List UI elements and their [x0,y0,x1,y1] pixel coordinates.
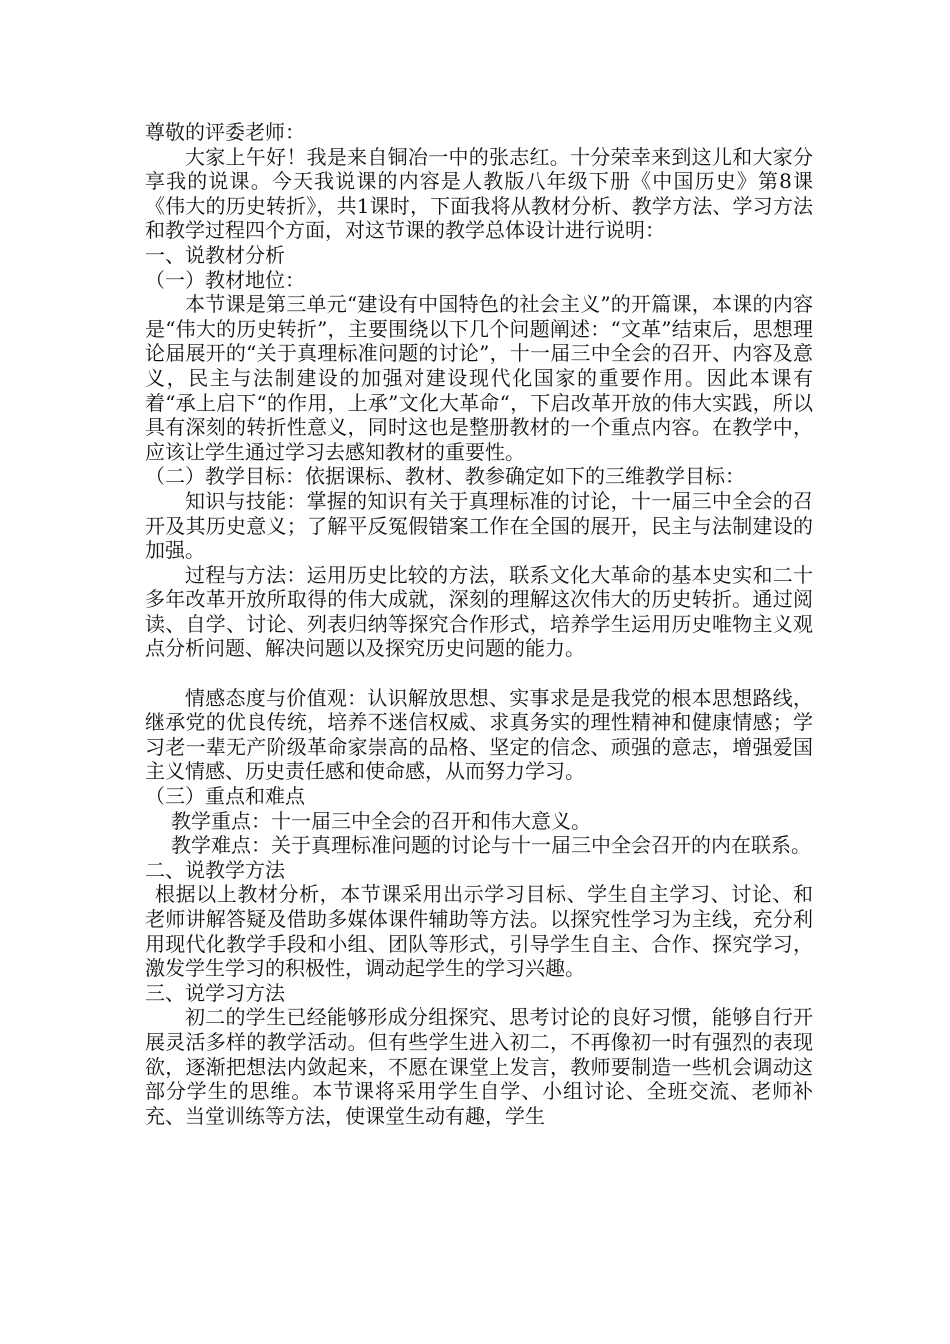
section-2-title: 二、说教学方法 [145,857,285,882]
learning-method-paragraph: 初二的学生已经能够形成分组探究、思考讨论的良好习惯，能够自行开展灵活多样的教学活动。但有些学生进入初二，不再像初一时有强烈的表现欲，逐渐把想法内敛起来，不愿在课堂上发言，教师要制造一些机会调动这部分学生的思维。本节课将采用学生自学、小组讨论、全班交流、老师补充、当堂训练等方法，使课堂生动有趣，学生 [145,1005,813,1128]
teaching-method-paragraph: 根据以上教材分析，本节课采用出示学习目标、学生自主学习、讨论、和老师讲解答疑及借助多媒体课件辅助等方法。以探究性学习为主线，充分利用现代化教学手段和小组、团队等形式，引导学生自主、合作、探究学习，激发学生学习的积极性，调动起学生的学习兴趣。 [145,882,813,981]
knowledge-goal-paragraph: 知识与技能：掌握的知识有关于真理标准的讨论，十一届三中全会的召开及其历史意义；了解平反冤假错案工作在全国的展开，民主与法制建设的加强。 [145,488,813,563]
key-point-paragraph: 教学重点：十一届三中全会的召开和伟大意义。 [171,808,591,833]
section-1-title: 一、说教材分析 [145,242,285,267]
section-1-sub3-title: （三）重点和难点 [145,784,305,809]
process-goal-paragraph: 过程与方法：运用历史比较的方法，联系文化大革命的基本史实和二十多年改革开放所取得的伟大成就，深刻的理解这次伟大的历史转折。通过阅读、自学、讨论、列表归纳等探究合作形式，培养学生运用历史唯物主义观点分析问题、解决问题以及探究历史问题的能力。 [145,562,813,661]
intro-paragraph: 大家上午好！我是来自铜冶一中的张志红。十分荣幸来到这儿和大家分享我的说课。今天我说课的内容是人教版八年级下册《中国历史》第8课《伟大的历史转折》，共1课时，下面我将从教材分析、教学方法、学习方法和教学过程四个方面，对这节课的教学总体设计进行说明： [145,144,813,243]
emotion-goal-paragraph: 情感态度与价值观：认识解放思想、实事求是是我党的根本思想路线，继承党的优良传统，培养不迷信权威、求真务实的理性精神和健康情感；学习老一辈无产阶级革命家崇高的品格、坚定的信念、顽强的意志，增强爱国主义情感、历史责任感和使命感，从而努力学习。 [145,685,813,784]
section-1-sub2-title: （二）教学目标：依据课标、教材、教参确定如下的三维教学目标： [145,464,745,489]
textbook-position-paragraph: 本节课是第三单元“建设有中国特色的社会主义”的开篇课，本课的内容是“伟大的历史转折”，主要围绕以下几个问题阐述：“文革”结束后，思想理论届展开的“关于真理标准问题的讨论”，十一届三中全会的召开、内容及意义，民主与法制建设的加强对建设现代化国家的重要作用。因此本课有着“承上启下“的作用，上承”文化大革命“，下启改革开放的伟大实践，所以具有深刻的转折性意义，同时这也是整册教材的一个重点内容。在教学中，应该让学生通过学习去感知教材的重要性。 [145,292,813,464]
section-3-title: 三、说学习方法 [145,980,285,1005]
section-1-sub1-title: （一）教材地位： [145,267,305,292]
difficult-point-paragraph: 教学难点：关于真理标准问题的讨论与十一届三中全会召开的内在联系。 [171,833,811,858]
greeting: 尊敬的评委老师： [145,120,305,144]
document-body [145,120,813,1128]
blank-line [145,661,813,686]
